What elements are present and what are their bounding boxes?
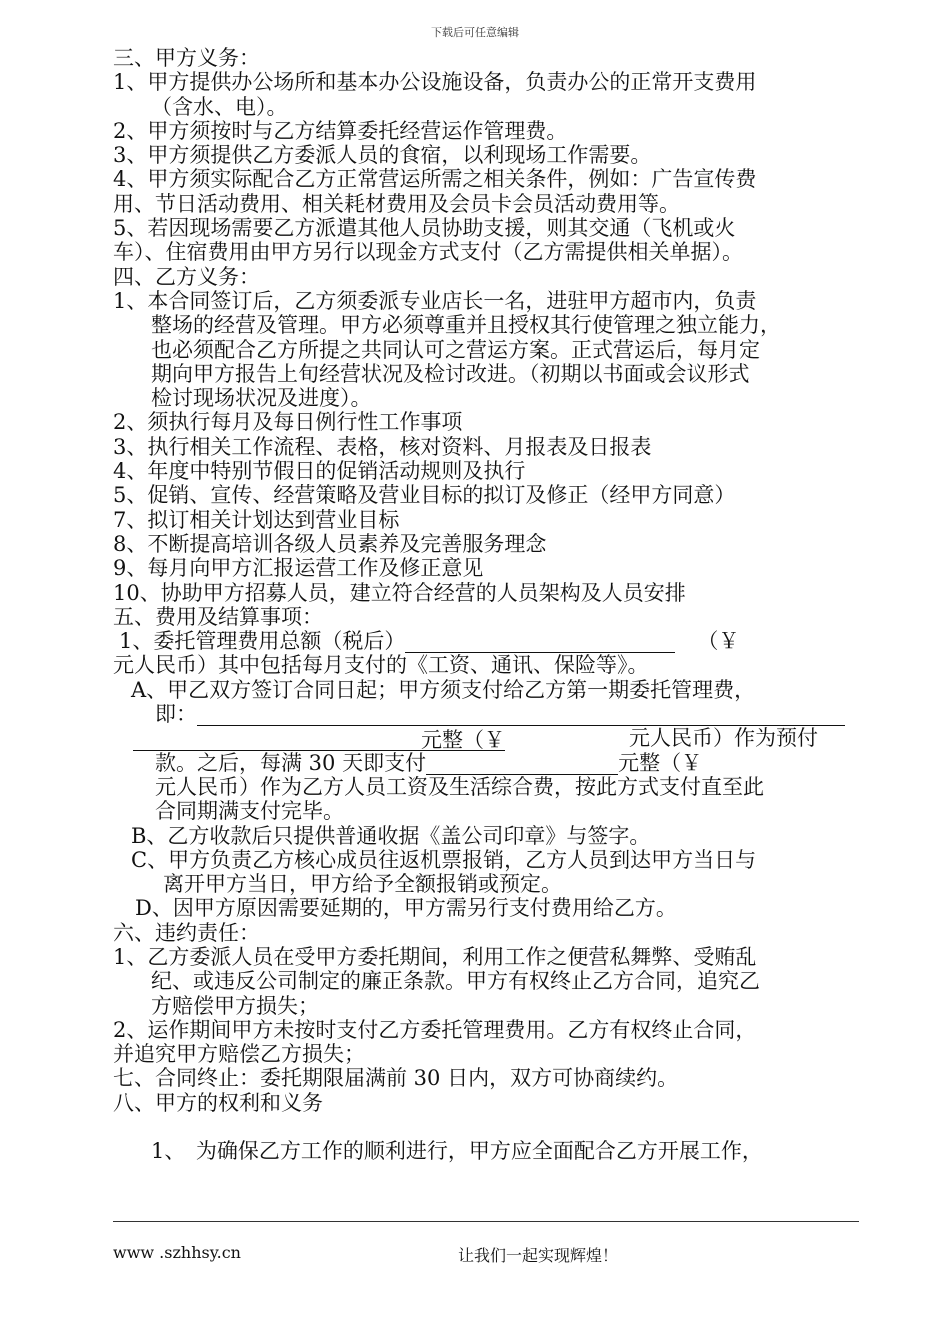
clause-line: （含水、电）。 [151,94,288,119]
section-heading-6: 六、违约责任： [113,920,260,945]
clause-line: 方赔偿甲方损失； [151,993,319,1018]
clause-a-line: A、甲乙双方签订合同日起；甲方须支付给乙方第一期委托管理费， [131,677,756,702]
clause-line: 元人民币）其中包括每月支付的《工资、通讯、保险等》。 [113,653,649,678]
clause-line: 也必须配合乙方所提之共同认可之营运方案。正式营运后，每月定 [151,337,760,362]
clause-line: 检讨现场状况及进度）。 [151,386,372,411]
first-payment-amount-blank [133,728,421,751]
footer-divider [113,1221,859,1222]
monthly-payment-label: 款。之后，每满 30 天即支付 [155,750,427,775]
first-payment-blank [197,703,845,726]
first-payment-tail: 元人民币）作为预付 [629,726,818,751]
clause-line: 用、节日活动费用、相关耗材费用及会员卡会员活动费用等。 [113,191,680,216]
fee-total-blank [405,630,675,653]
clause-line: 7、拟订相关计划达到营业目标 [113,507,400,532]
footer-website: www .szhhsy.cn [113,1243,241,1262]
clause-line: 8、不断提高培训各级人员素养及完善服务理念 [113,531,547,556]
clause-b-line: B、乙方收款后只提供普通收据《盖公司印章》与签字。 [131,823,651,848]
fee-total-line [113,629,873,653]
clause-line: 元人民币）作为乙方人员工资及生活综合费，按此方式支付直至此 [155,774,764,799]
clause-line: 5、促销、宣传、经营策略及营业目标的拟订及修正（经甲方同意） [113,483,736,508]
first-payment-label: 即： [155,702,197,727]
fee-total-currency: （￥ [697,629,740,654]
section-heading-8: 八、甲方的权利和义务 [113,1090,323,1115]
fee-total-label: 1、委托管理费用总额（税后） [119,629,406,654]
document-body [113,46,873,1163]
clause-line: 3、执行相关工作流程、表格，核对资料、月报表及日报表 [113,434,652,459]
page-header-note: 下载后可任意编辑 [431,26,519,39]
clause-line: 2、运作期间甲方未按时支付乙方委托管理费用。乙方有权终止合同， [113,1017,757,1042]
clause-line: 车）、住宿费用由甲方另行以现金方式支付（乙方需提供相关单据）。 [113,240,743,265]
clause-line: 离开甲方当日，甲方给予全额报销或预定。 [163,872,562,897]
clause-line: 2、甲方须按时与乙方结算委托经营运作管理费。 [113,118,568,143]
first-payment-unit: 元整（￥ [421,727,505,752]
clause-line: 10、协助甲方招募人员，建立符合经营的人员架构及人员安排 [113,580,686,605]
clause-line: 1、乙方委派人员在受甲方委托期间，利用工作之便营私舞弊、受贿乱 [113,944,757,969]
section-heading-5: 五、费用及结算事项： [113,604,323,629]
clause-line: 合同期满支付完毕。 [155,799,344,824]
clause-line: 并追究甲方赔偿乙方损失； [113,1042,365,1067]
monthly-payment-line [113,751,873,775]
clause-line: 4、年度中特别节假日的促销活动规则及执行 [113,459,526,484]
clause-line: 1、本合同签订后，乙方须委派专业店长一名，进驻甲方超市内，负责 [113,288,757,313]
first-payment-amount-line [113,726,873,750]
clause-c-line: C、甲方负责乙方核心成员往返机票报销，乙方人员到达甲方当日与 [131,847,757,872]
section-heading-3: 三、甲方义务： [113,46,260,70]
clause-line: 1、甲方提供办公场所和基本办公设施设备，负责办公的正常开支费用 [113,70,757,95]
clause-line: 5、若因现场需要乙方派遣其他人员协助支援，则其交通（飞机或火 [113,216,736,241]
clause-line: 期向甲方报告上旬经营状况及检讨改进。（初期以书面或会议形式 [151,361,750,386]
clause-d-line: D、因甲方原因需要延期的，甲方需另行支付费用给乙方。 [135,896,677,921]
monthly-payment-unit: 元整（￥ [618,750,703,775]
first-payment-line [113,702,873,726]
clause-line: 1、 为确保乙方工作的顺利进行，甲方应全面配合乙方开展工作， [151,1139,763,1164]
clause-line: 整场的经营及管理。甲方必须尊重并且授权其行使管理之独立能力， [151,313,781,338]
footer-slogan: 让我们一起实现辉煌！ [458,1246,619,1265]
monthly-payment-blank [426,752,618,775]
clause-line: 3、甲方须提供乙方委派人员的食宿，以利现场工作需要。 [113,143,652,168]
section-heading-4: 四、乙方义务： [113,264,260,289]
clause-line: 纪、或违反公司制定的廉正条款。甲方有权终止乙方合同，追究乙 [151,969,760,994]
clause-line: 2、须执行每月及每日例行性工作事项 [113,410,463,435]
clause-line: 4、甲方须实际配合乙方正常营运所需之相关条件，例如：广告宣传费 [113,167,757,192]
clause-line: 9、每月向甲方汇报运营工作及修正意见 [113,556,484,581]
section-heading-7: 七、合同终止：委托期限届满前 30 日内，双方可协商续约。 [113,1066,679,1091]
